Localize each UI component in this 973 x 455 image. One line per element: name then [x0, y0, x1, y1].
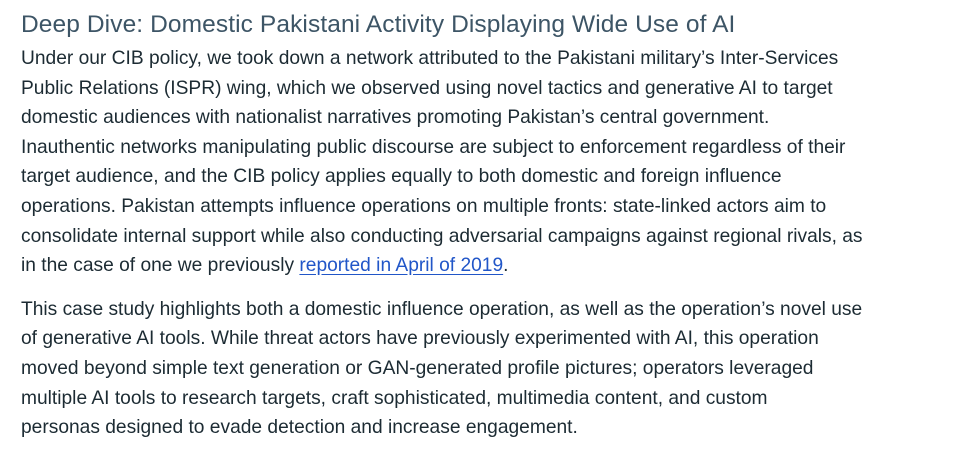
- paragraph-line: of generative AI tools. While threat actors have previously experimented with AI, this operation: [21, 328, 819, 350]
- paragraph-line: target audience, and the CIB policy applies equally to both domestic and foreign influence: [21, 166, 782, 188]
- paragraph-intro: [21, 44, 959, 281]
- paragraph-line: Inauthentic networks manipulating public discourse are subject to enforcement regardless of their: [21, 136, 846, 158]
- paragraph-line: multiple AI tools to research targets, craft sophisticated, multimedia content, and custom: [21, 387, 768, 409]
- paragraph-line: This case study highlights both a domestic influence operation, as well as the operation’s novel use: [21, 298, 863, 320]
- paragraph-line: Under our CIB policy, we took down a network attributed to the Pakistani military’s Inter-Services: [21, 48, 839, 69]
- report-april-2019-link[interactable]: reported in April of 2019: [299, 255, 504, 277]
- paragraph-case-study: [21, 295, 959, 443]
- paragraph-text: .: [503, 255, 509, 277]
- paragraph-line: personas designed to evade detection and increase engagement.: [21, 417, 578, 439]
- paragraph-line-last: [21, 251, 959, 281]
- paragraph-line: moved beyond simple text generation or GAN-generated profile pictures; operators leveraged: [21, 357, 814, 379]
- paragraph-line: Public Relations (ISPR) wing, which we observed using novel tactics and generative AI to target: [21, 77, 833, 99]
- paragraph-line: operations. Pakistan attempts influence operations on multiple fronts: state-linked actors aim to: [21, 195, 827, 217]
- paragraph-line: domestic audiences with nationalist narratives promoting Pakistan’s central government.: [21, 107, 770, 129]
- section-heading: Deep Dive: Domestic Pakistani Activity Displaying Wide Use of AI: [21, 11, 736, 38]
- paragraph-line: consolidate internal support while also conducting adversarial campaigns against regional rivals, as: [21, 225, 863, 247]
- paragraph-text: in the case of one we previously: [21, 255, 300, 277]
